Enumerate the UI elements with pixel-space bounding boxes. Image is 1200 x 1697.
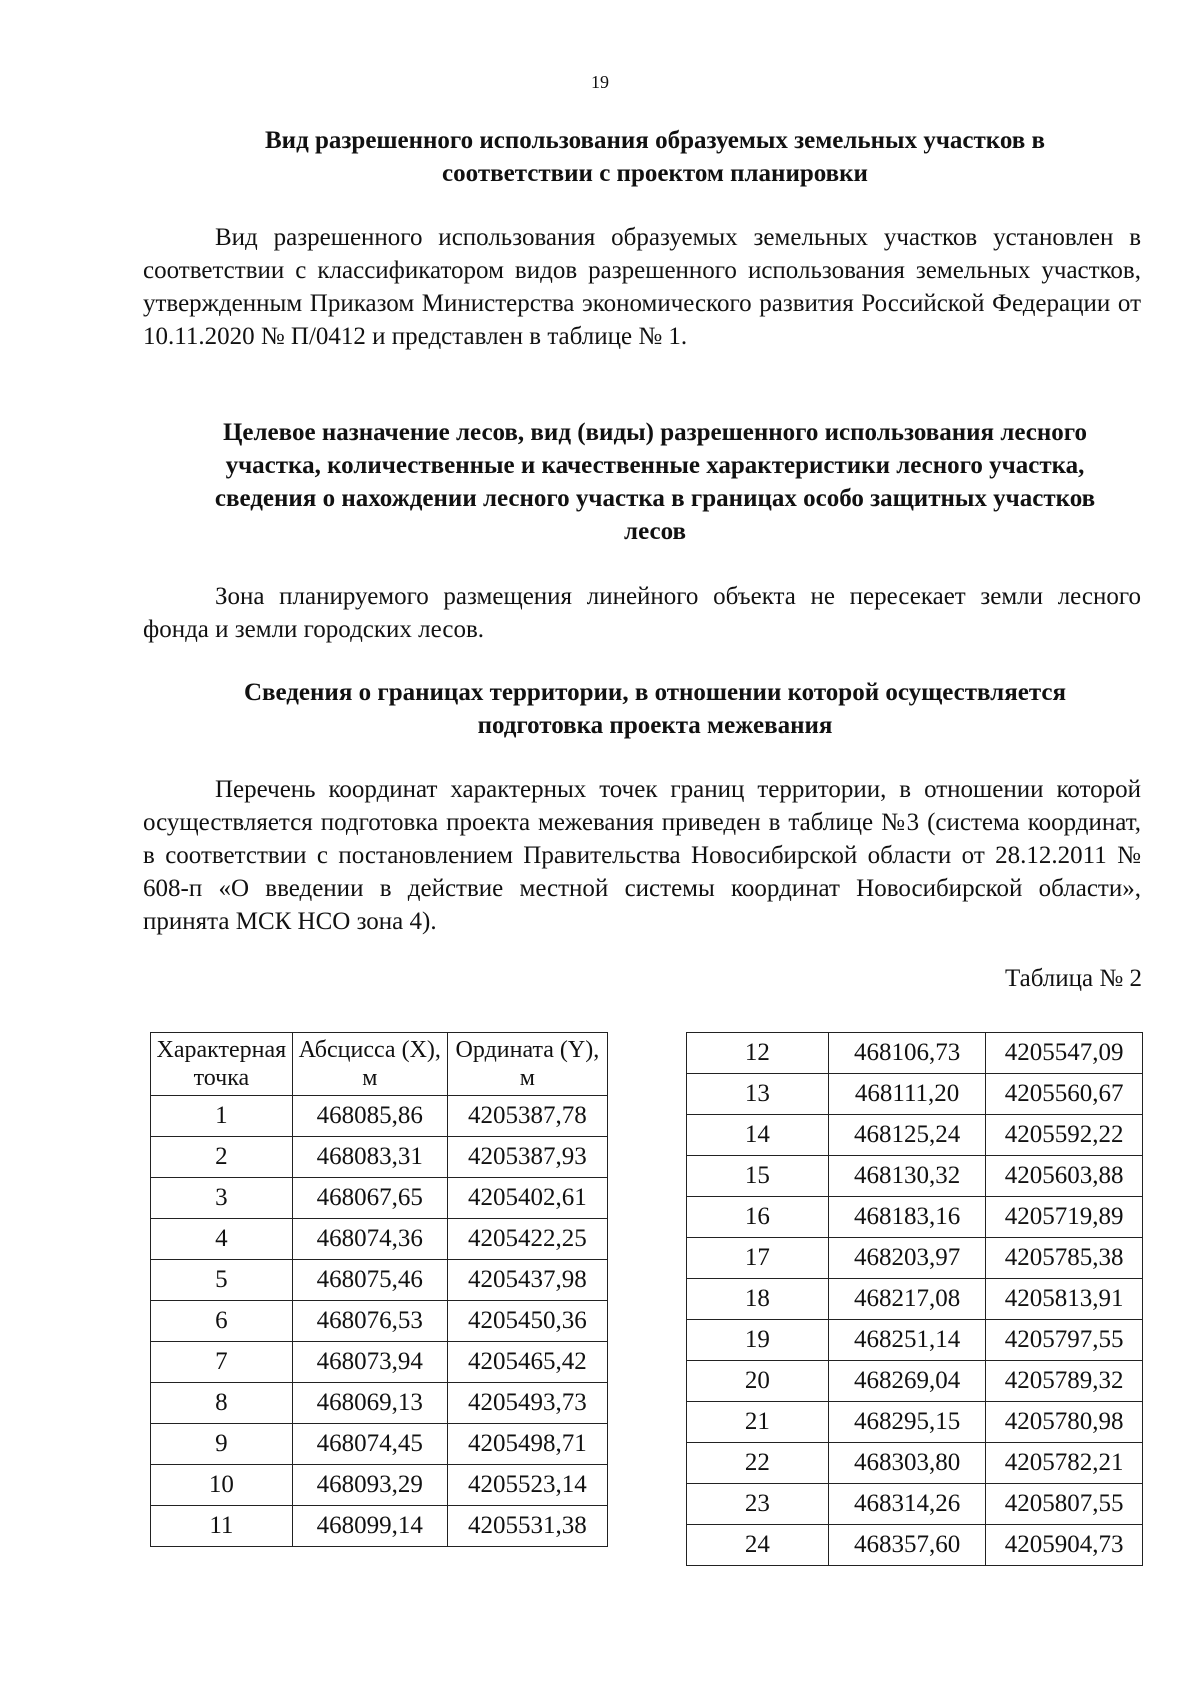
section-paragraph-boundaries-text: Перечень координат характерных точек границ территории, в отношении которой осуществляется подготовка проекта межевания приведен в таблице №3 (система координат, в соответствии с постановлением Правительства Новосибирской области от 28.12.2011 № 608-п «О введении в действие местной системы координат Новосибирской области», принята МСК НСО зона 4). bbox=[143, 776, 1141, 935]
table-row bbox=[687, 1115, 1143, 1156]
cell-point: 9 bbox=[151, 1424, 293, 1465]
table-row bbox=[151, 1383, 608, 1424]
cell-ordinate: 4205387,93 bbox=[447, 1137, 607, 1178]
section-paragraph-forests bbox=[143, 580, 1141, 646]
cell-ordinate: 4205785,38 bbox=[986, 1238, 1143, 1279]
cell-abscissa: 468217,08 bbox=[828, 1279, 986, 1320]
section-heading-boundaries: Сведения о границах территории, в отношении которой осуществляется подготовка проекта межевания bbox=[243, 679, 1067, 739]
cell-abscissa: 468076,53 bbox=[292, 1301, 447, 1342]
table-row bbox=[151, 1424, 608, 1465]
cell-point: 14 bbox=[687, 1115, 829, 1156]
table-row bbox=[151, 1301, 608, 1342]
cell-abscissa: 468303,80 bbox=[828, 1443, 986, 1484]
table-caption: Таблица № 2 bbox=[1004, 965, 1142, 992]
cell-ordinate: 4205493,73 bbox=[447, 1383, 607, 1424]
cell-abscissa: 468093,29 bbox=[292, 1465, 447, 1506]
cell-ordinate: 4205422,25 bbox=[447, 1219, 607, 1260]
cell-abscissa: 468083,31 bbox=[292, 1137, 447, 1178]
cell-point: 3 bbox=[151, 1178, 293, 1219]
coordinates-table-right-body bbox=[687, 1033, 1143, 1566]
cell-abscissa: 468314,26 bbox=[828, 1484, 986, 1525]
cell-abscissa: 468075,46 bbox=[292, 1260, 447, 1301]
cell-abscissa: 468251,14 bbox=[828, 1320, 986, 1361]
cell-point: 21 bbox=[687, 1402, 829, 1443]
cell-point: 2 bbox=[151, 1137, 293, 1178]
header-abscissa: Абсцисса (X), м bbox=[292, 1033, 447, 1096]
section-paragraph-boundaries bbox=[143, 773, 1141, 938]
coordinates-table-left bbox=[150, 1032, 608, 1547]
cell-ordinate: 4205523,14 bbox=[447, 1465, 607, 1506]
cell-abscissa: 468069,13 bbox=[292, 1383, 447, 1424]
table-row bbox=[687, 1443, 1143, 1484]
table-row bbox=[687, 1484, 1143, 1525]
cell-point: 11 bbox=[151, 1506, 293, 1547]
section-paragraph-land-use-text: Вид разрешенного использования образуемых земельных участков установлен в соответствии с классификатором видов разрешенного использования земельных участков, утвержденным Приказом Министерства экономического развития Российской Федерации от 10.11.2020 № П/0412 и представлен в таблице № 1. bbox=[143, 224, 1141, 350]
coordinates-table-right bbox=[686, 1032, 1143, 1566]
cell-point: 19 bbox=[687, 1320, 829, 1361]
table-row bbox=[151, 1219, 608, 1260]
cell-point: 16 bbox=[687, 1197, 829, 1238]
table-row bbox=[687, 1361, 1143, 1402]
table-row bbox=[151, 1465, 608, 1506]
cell-point: 6 bbox=[151, 1301, 293, 1342]
cell-abscissa: 468111,20 bbox=[828, 1074, 986, 1115]
cell-point: 13 bbox=[687, 1074, 829, 1115]
cell-ordinate: 4205450,36 bbox=[447, 1301, 607, 1342]
table-row bbox=[687, 1320, 1143, 1361]
section-heading-land-use: Вид разрешенного использования образуемых земельных участков в соответствии с проектом планировки bbox=[264, 127, 1046, 187]
cell-ordinate: 4205797,55 bbox=[986, 1320, 1143, 1361]
cell-abscissa: 468106,73 bbox=[828, 1033, 986, 1074]
cell-abscissa: 468099,14 bbox=[292, 1506, 447, 1547]
cell-ordinate: 4205813,91 bbox=[986, 1279, 1143, 1320]
cell-point: 5 bbox=[151, 1260, 293, 1301]
cell-abscissa: 468085,86 bbox=[292, 1096, 447, 1137]
cell-point: 24 bbox=[687, 1525, 829, 1566]
cell-abscissa: 468295,15 bbox=[828, 1402, 986, 1443]
cell-ordinate: 4205560,67 bbox=[986, 1074, 1143, 1115]
cell-abscissa: 468125,24 bbox=[828, 1115, 986, 1156]
cell-ordinate: 4205387,78 bbox=[447, 1096, 607, 1137]
cell-point: 1 bbox=[151, 1096, 293, 1137]
table-row bbox=[151, 1342, 608, 1383]
cell-ordinate: 4205904,73 bbox=[986, 1525, 1143, 1566]
table-row bbox=[687, 1074, 1143, 1115]
cell-point: 12 bbox=[687, 1033, 829, 1074]
coordinates-table-left-body bbox=[151, 1096, 608, 1547]
cell-point: 18 bbox=[687, 1279, 829, 1320]
cell-ordinate: 4205592,22 bbox=[986, 1115, 1143, 1156]
cell-ordinate: 4205465,42 bbox=[447, 1342, 607, 1383]
header-ordinate: Ордината (Y), м bbox=[447, 1033, 607, 1096]
cell-ordinate: 4205780,98 bbox=[986, 1402, 1143, 1443]
cell-abscissa: 468203,97 bbox=[828, 1238, 986, 1279]
cell-ordinate: 4205531,38 bbox=[447, 1506, 607, 1547]
table-row bbox=[151, 1506, 608, 1547]
cell-ordinate: 4205603,88 bbox=[986, 1156, 1143, 1197]
table-row bbox=[687, 1402, 1143, 1443]
cell-abscissa: 468074,45 bbox=[292, 1424, 447, 1465]
cell-point: 4 bbox=[151, 1219, 293, 1260]
cell-abscissa: 468269,04 bbox=[828, 1361, 986, 1402]
table-row bbox=[687, 1197, 1143, 1238]
cell-point: 15 bbox=[687, 1156, 829, 1197]
table-row bbox=[151, 1096, 608, 1137]
cell-ordinate: 4205498,71 bbox=[447, 1424, 607, 1465]
cell-ordinate: 4205719,89 bbox=[986, 1197, 1143, 1238]
cell-ordinate: 4205789,32 bbox=[986, 1361, 1143, 1402]
header-point: Характерная точка bbox=[151, 1033, 293, 1096]
table-row bbox=[687, 1033, 1143, 1074]
table-row bbox=[151, 1178, 608, 1219]
section-heading-forests: Целевое назначение лесов, вид (виды) разрешенного использования лесного участка, количественные и качественные характеристики лесного участка, сведения о нахождении лесного участка в границах особо защитных участков лесов bbox=[214, 419, 1096, 545]
cell-point: 10 bbox=[151, 1465, 293, 1506]
table-row bbox=[687, 1156, 1143, 1197]
table-header-row bbox=[151, 1033, 608, 1096]
table-row bbox=[687, 1279, 1143, 1320]
section-paragraph-forests-text: Зона планируемого размещения линейного объекта не пересекает земли лесного фонда и земли городских лесов. bbox=[143, 583, 1141, 643]
table-row bbox=[687, 1238, 1143, 1279]
table-row bbox=[687, 1525, 1143, 1566]
cell-point: 17 bbox=[687, 1238, 829, 1279]
cell-ordinate: 4205807,55 bbox=[986, 1484, 1143, 1525]
cell-point: 23 bbox=[687, 1484, 829, 1525]
page-number: 19 bbox=[591, 72, 609, 92]
table-row bbox=[151, 1137, 608, 1178]
cell-abscissa: 468067,65 bbox=[292, 1178, 447, 1219]
cell-ordinate: 4205782,21 bbox=[986, 1443, 1143, 1484]
cell-ordinate: 4205437,98 bbox=[447, 1260, 607, 1301]
cell-point: 7 bbox=[151, 1342, 293, 1383]
cell-abscissa: 468183,16 bbox=[828, 1197, 986, 1238]
table-row bbox=[151, 1260, 608, 1301]
cell-abscissa: 468073,94 bbox=[292, 1342, 447, 1383]
cell-abscissa: 468357,60 bbox=[828, 1525, 986, 1566]
cell-ordinate: 4205547,09 bbox=[986, 1033, 1143, 1074]
section-paragraph-land-use bbox=[143, 221, 1141, 353]
cell-abscissa: 468074,36 bbox=[292, 1219, 447, 1260]
cell-point: 22 bbox=[687, 1443, 829, 1484]
cell-point: 20 bbox=[687, 1361, 829, 1402]
cell-abscissa: 468130,32 bbox=[828, 1156, 986, 1197]
cell-point: 8 bbox=[151, 1383, 293, 1424]
cell-ordinate: 4205402,61 bbox=[447, 1178, 607, 1219]
